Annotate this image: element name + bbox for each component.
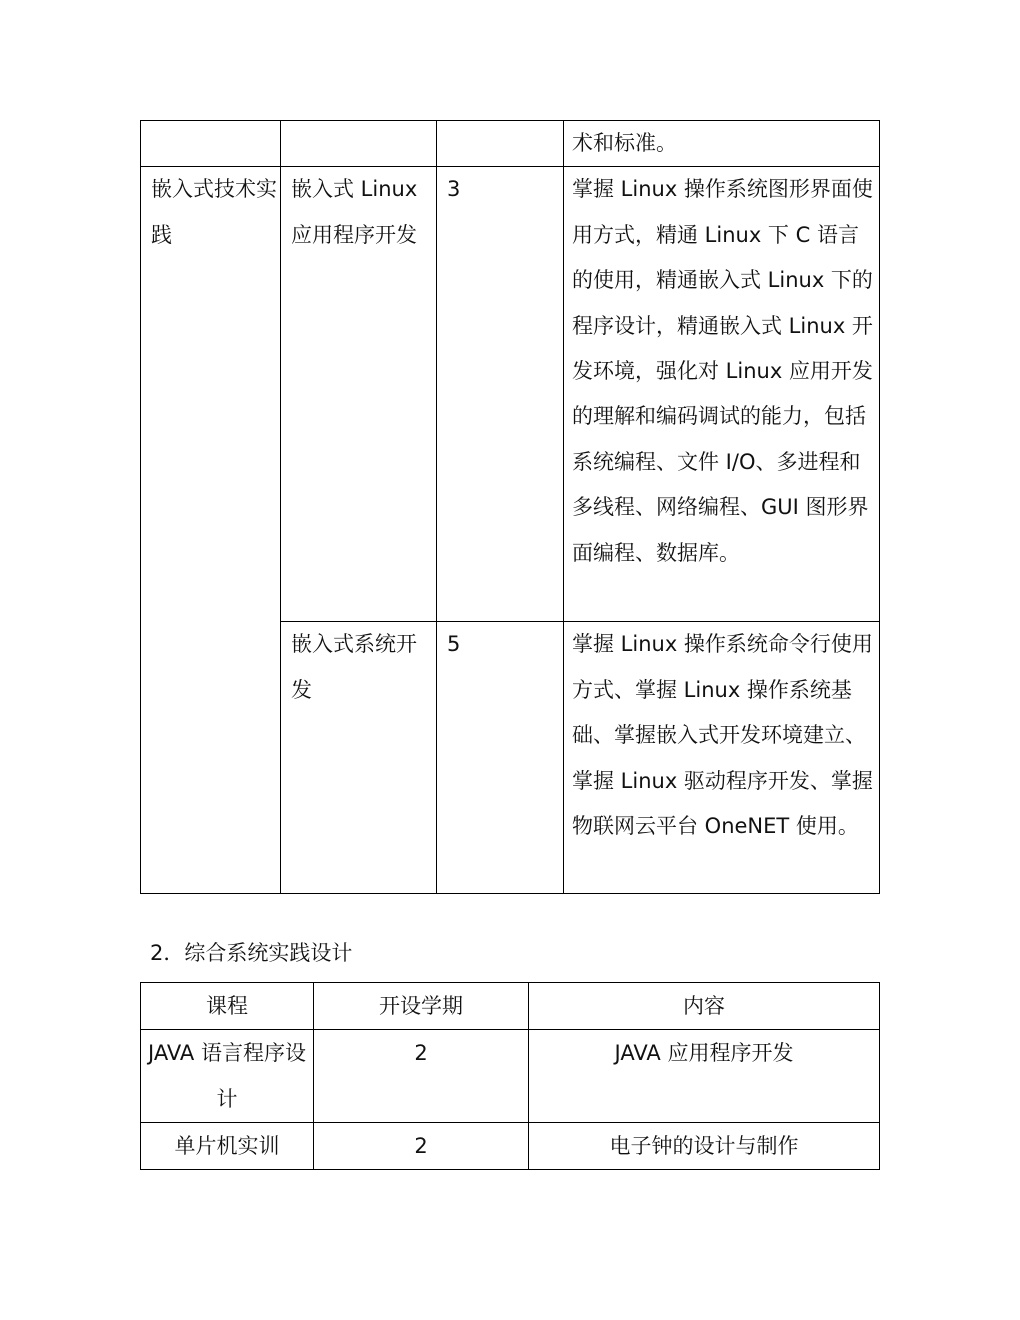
section-heading: 2．综合系统实践设计 (150, 941, 353, 965)
course-name-cell: JAVA 语言程序设计 (141, 1030, 314, 1123)
semester-cell: 3 (437, 167, 564, 622)
curriculum-table-continued (140, 120, 880, 894)
course-name-cell: 单片机实训 (141, 1123, 314, 1170)
table-cell (281, 121, 437, 167)
table-row (141, 1030, 880, 1123)
table-row (141, 121, 880, 167)
semester-cell: 2 (314, 1123, 529, 1170)
semester-cell: 2 (314, 1030, 529, 1123)
content-cell: 电子钟的设计与制作 (529, 1123, 880, 1170)
semester-cell: 5 (437, 622, 564, 894)
table-cell (141, 121, 281, 167)
content-cell: JAVA 应用程序开发 (529, 1030, 880, 1123)
table-row (141, 167, 880, 622)
table-header-row (141, 983, 880, 1030)
module-name-cell: 嵌入式技术实践 (141, 167, 281, 894)
column-header-content: 内容 (529, 983, 880, 1030)
integrated-practice-table (140, 982, 880, 1170)
column-header-course: 课程 (141, 983, 314, 1030)
course-description-cell: 掌握 Linux 操作系统命令行使用方式、掌握 Linux 操作系统基础、掌握嵌入式开发环境建立、掌握 Linux 驱动程序开发、掌握物联网云平台 OneNET 使用。 (564, 622, 880, 894)
table-cell: 术和标准。 (564, 121, 880, 167)
course-name-cell: 嵌入式系统开发 (281, 622, 437, 894)
table-row (141, 1123, 880, 1170)
column-header-semester: 开设学期 (314, 983, 529, 1030)
table-cell (437, 121, 564, 167)
course-description-cell: 掌握 Linux 操作系统图形界面使用方式，精通 Linux 下 C 语言的使用，精通嵌入式 Linux 下的程序设计，精通嵌入式 Linux 开发环境，强化对 Linux 应用开发的理解和编码调试的能力，包括系统编程、文件 I/O、多进程和多线程、网络编程、GUI 图形界面编程、数据库。 (564, 167, 880, 622)
course-name-cell: 嵌入式 Linux 应用程序开发 (281, 167, 437, 622)
